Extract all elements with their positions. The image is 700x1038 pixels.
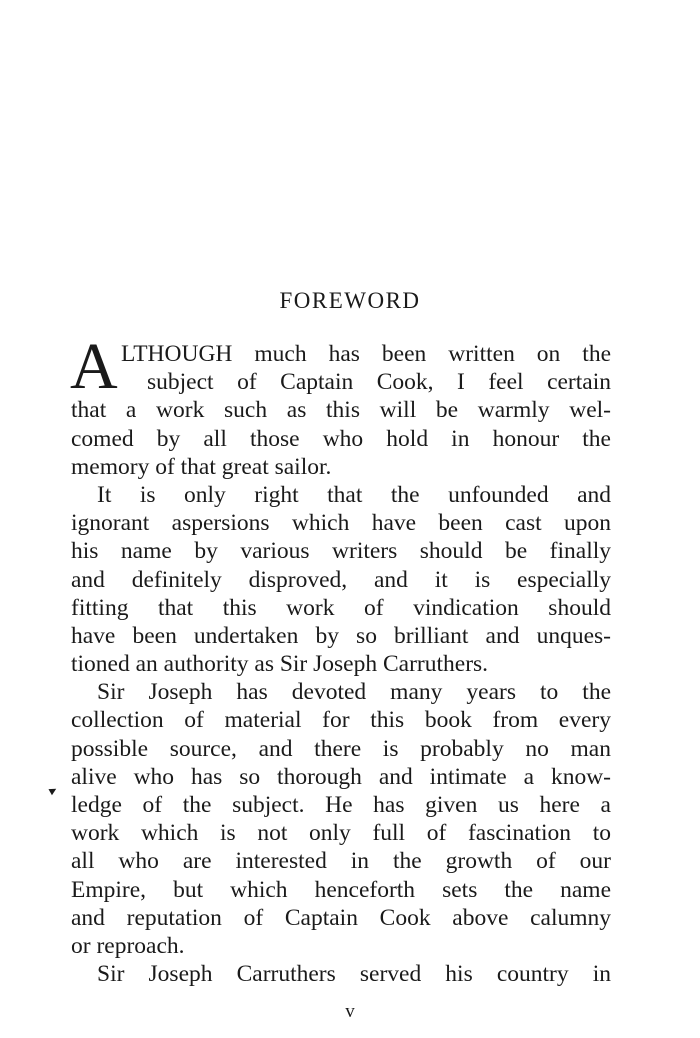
- text-line: all who are interested in the growth of our: [71, 848, 611, 875]
- text-line: ignorant aspersions which have been cast upon: [71, 510, 611, 537]
- text-line: comed by all those who hold in honour the: [71, 425, 611, 452]
- text-line: alive who has so thorough and intimate a know-: [71, 763, 611, 790]
- text-line: subject of Captain Cook, I feel certain: [147, 369, 611, 396]
- page-title: FOREWORD: [279, 288, 421, 313]
- text-line: It is only right that the unfounded and: [97, 481, 611, 508]
- text-line: Empire, but which henceforth sets the name: [71, 876, 611, 903]
- text-line: memory of that great sailor.: [71, 453, 332, 480]
- text-line: and definitely disproved, and it is especially: [71, 566, 611, 593]
- page-number: v: [345, 1001, 355, 1022]
- text-line: have been undertaken by so brilliant and unques-: [71, 622, 611, 649]
- ink-mark: ▸: [46, 782, 61, 799]
- text-line: and reputation of Captain Cook above calumny: [71, 904, 611, 931]
- text-line: fitting that this work of vindication should: [71, 594, 611, 621]
- text-line: Sir Joseph has devoted many years to the: [97, 679, 611, 706]
- text-line: or reproach.: [71, 932, 185, 959]
- text-line: that a work such as this will be warmly wel-: [71, 397, 611, 424]
- text-line: LTHOUGH much has been written on the: [121, 341, 611, 367]
- text-line: collection of material for this book from every: [71, 707, 611, 734]
- drop-cap: A: [70, 330, 118, 403]
- foreword-text: [70, 330, 611, 988]
- text-line: tioned an authority as Sir Joseph Carruthers.: [71, 651, 489, 678]
- text-line: work which is not only full of fascination to: [71, 820, 611, 847]
- text-line: his name by various writers should be finally: [71, 538, 611, 565]
- text-line: Sir Joseph Carruthers served his country in: [97, 961, 611, 988]
- text-line: ledge of the subject. He has given us here a: [71, 792, 611, 818]
- text-line: possible source, and there is probably no man: [71, 735, 611, 762]
